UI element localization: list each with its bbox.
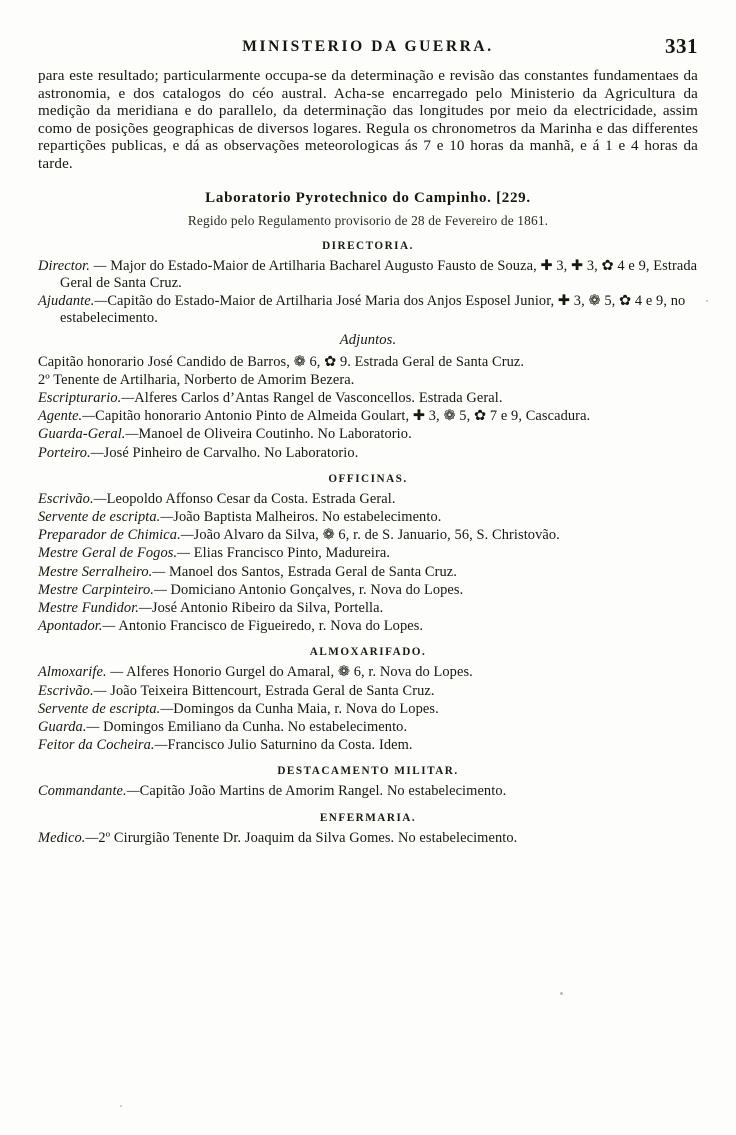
entry-role: Medico.— [38, 829, 99, 846]
list-item [38, 426, 698, 443]
section-title: Laboratorio Pyrotechnico do Campinho. [229. [205, 189, 531, 206]
entry-role: Servente de escripta.— [38, 700, 174, 717]
entry-role: Mestre Geral de Fogos.— [38, 545, 191, 562]
entry-role: Mestre Serralheiro.— [38, 563, 166, 580]
entry-group-directoria [38, 258, 698, 328]
list-item [38, 293, 698, 327]
entry-role: Mestre Fundidor.— [38, 600, 152, 617]
entry-role: Preparador de Chimica.— [38, 527, 194, 544]
subheading-adjuntos: Adjuntos. [339, 332, 397, 349]
list-item [38, 719, 698, 736]
entry-text: Antonio Francisco de Figueiredo, r. Nova do Lopes. [115, 618, 424, 635]
body-paragraph: para este resultado; particularmente occupa-se da determinação e revisão das constantes fundamentaes da astronomia, e dos catalogos do céo austral. Acha-se encarregado pelo Ministerio da Agricultura da medição da meridiana e do parallelo, da determinação das longitudes por meio da electricidade, assim como de posições geographicas de diversos logares. Regula os chronometros da Marinha e das differentes repartições publicas, e dá as observações meteorologicas ás 7 e 10 horas da manhã, e á 1 e 4 horas da tarde. [38, 68, 698, 172]
entry-text: Francisco Julio Saturnino da Costa. Idem. [167, 737, 413, 754]
entry-text: José Pinheiro de Carvalho. No Laboratorio. [103, 444, 359, 461]
list-item [38, 491, 698, 508]
list-item [38, 701, 698, 718]
entry-text: João Alvaro da Silva, ❁ 6, r. de S. Januario, 56, S. Christovão. [193, 527, 560, 544]
entry-group-almoxarifado [38, 664, 698, 754]
entry-text: João Baptista Malheiros. No estabelecimento. [173, 509, 442, 525]
entry-role: Escrivão.— [38, 682, 107, 699]
entry-text: Domingos da Cunha Maia, r. Nova do Lopes. [173, 700, 439, 717]
list-item [38, 582, 698, 599]
entry-text: Leopoldo Affonso Cesar da Costa. Estrada Geral. [106, 490, 396, 507]
entry-role: Guarda.— [38, 719, 100, 736]
section-subtitle: Regido pelo Regulamento provisorio de 28 de Fevereiro de 1861. [187, 212, 549, 228]
entry-role: Feitor da Cocheira.— [38, 737, 168, 754]
entry-role: Director. — [38, 257, 107, 274]
list-item [38, 258, 698, 292]
entry-role: Escrivão.— [38, 490, 107, 507]
entry-group-officinas [38, 491, 698, 636]
list-item [38, 390, 698, 407]
page-header [38, 36, 698, 62]
entry-text: João Teixeira Bittencourt, Estrada Geral de Santa Cruz. [106, 682, 435, 699]
list-item [38, 545, 698, 562]
entry-group-destacamento [38, 783, 698, 800]
list-item [38, 527, 698, 544]
entry-role: Ajudante.— [38, 292, 108, 309]
entry-group-adjuntos [38, 354, 698, 462]
entry-role: Apontador.— [38, 618, 116, 635]
entry-text: 2º Cirurgião Tenente Dr. Joaquim da Silva Gomes. No estabelecimento. [98, 829, 518, 846]
list-item [38, 783, 698, 800]
scan-speckle [706, 300, 708, 302]
block-heading-destacamento: DESTACAMENTO MILITAR. [277, 765, 459, 778]
running-title: MINISTERIO DA GUERRA. [242, 38, 494, 55]
entry-text: 2º Tenente de Artilharia, Norberto de Amorim Bezera. [38, 371, 355, 388]
list-item [38, 664, 698, 681]
list-item [38, 618, 698, 635]
block-heading-almoxarifado: ALMOXARIFADO. [309, 646, 427, 659]
entry-role: Porteiro.— [38, 444, 104, 461]
entry-role: Agente.— [38, 408, 96, 425]
entry-text: Alferes Carlos d’Antas Rangel de Vasconcellos. Estrada Geral. [134, 389, 503, 406]
page-number: 331 [665, 34, 698, 58]
entry-text: Alferes Honorio Gurgel do Amaral, ❁ 6, r. Nova do Lopes. [123, 664, 473, 681]
entry-role: Escripturario.— [38, 389, 135, 406]
list-item [38, 354, 698, 371]
entry-role: Almoxarife. — [38, 664, 124, 681]
entry-text: Capitão do Estado-Maior de Artilharia José Maria dos Anjos Esposel Junior, ✚ 3, ❁ 5, ✿ 4 e 9, no estabelecimento. [60, 292, 686, 327]
entry-text: Elias Francisco Pinto, Madureira. [190, 545, 391, 562]
block-heading-officinas: OFFICINAS. [328, 472, 408, 485]
entry-text: Manoel dos Santos, Estrada Geral de Santa Cruz. [165, 563, 457, 580]
block-heading-enfermaria: ENFERMARIA. [319, 811, 417, 824]
entry-text: Capitão honorario José Candido de Barros, ❁ 6, ✿ 9. Estrada Geral de Santa Cruz. [38, 353, 525, 370]
list-item [38, 737, 698, 754]
list-item [38, 445, 698, 462]
entry-text: Domingos Emiliano da Cunha. No estabelecimento. [99, 719, 408, 736]
scan-speckle [560, 992, 563, 995]
list-item [38, 509, 698, 526]
entry-text: Capitão João Martins de Amorim Rangel. No estabelecimento. [139, 783, 507, 800]
list-item [38, 372, 698, 389]
list-item [38, 600, 698, 617]
entry-role: Guarda-Geral.— [38, 426, 139, 443]
entry-text: Capitão honorario Antonio Pinto de Almeida Goulart, ✚ 3, ❁ 5, ✿ 7 e 9, Cascadura. [95, 408, 591, 425]
entry-text: Major do Estado-Maior de Artilharia Bacharel Augusto Fausto de Souza, ✚ 3, ✚ 3, ✿ 4 e 9, Estrada Geral de Santa Cruz. [60, 257, 698, 291]
entry-role: Mestre Carpinteiro.— [38, 581, 167, 598]
list-item [38, 408, 698, 425]
list-item [38, 683, 698, 700]
entry-group-enfermaria [38, 830, 698, 847]
entry-role: Commandante.— [38, 783, 140, 800]
scan-speckle [120, 1105, 122, 1107]
list-item [38, 830, 698, 847]
entry-text: Manoel de Oliveira Coutinho. No Laboratorio. [138, 426, 412, 443]
entry-text: José Antonio Ribeiro da Silva, Portella. [151, 600, 384, 617]
block-heading-directoria: DIRECTORIA. [322, 239, 414, 252]
entry-role: Servente de escripta.— [38, 509, 174, 525]
entry-text: Domiciano Antonio Gonçalves, r. Nova do Lopes. [166, 581, 464, 598]
list-item [38, 564, 698, 581]
